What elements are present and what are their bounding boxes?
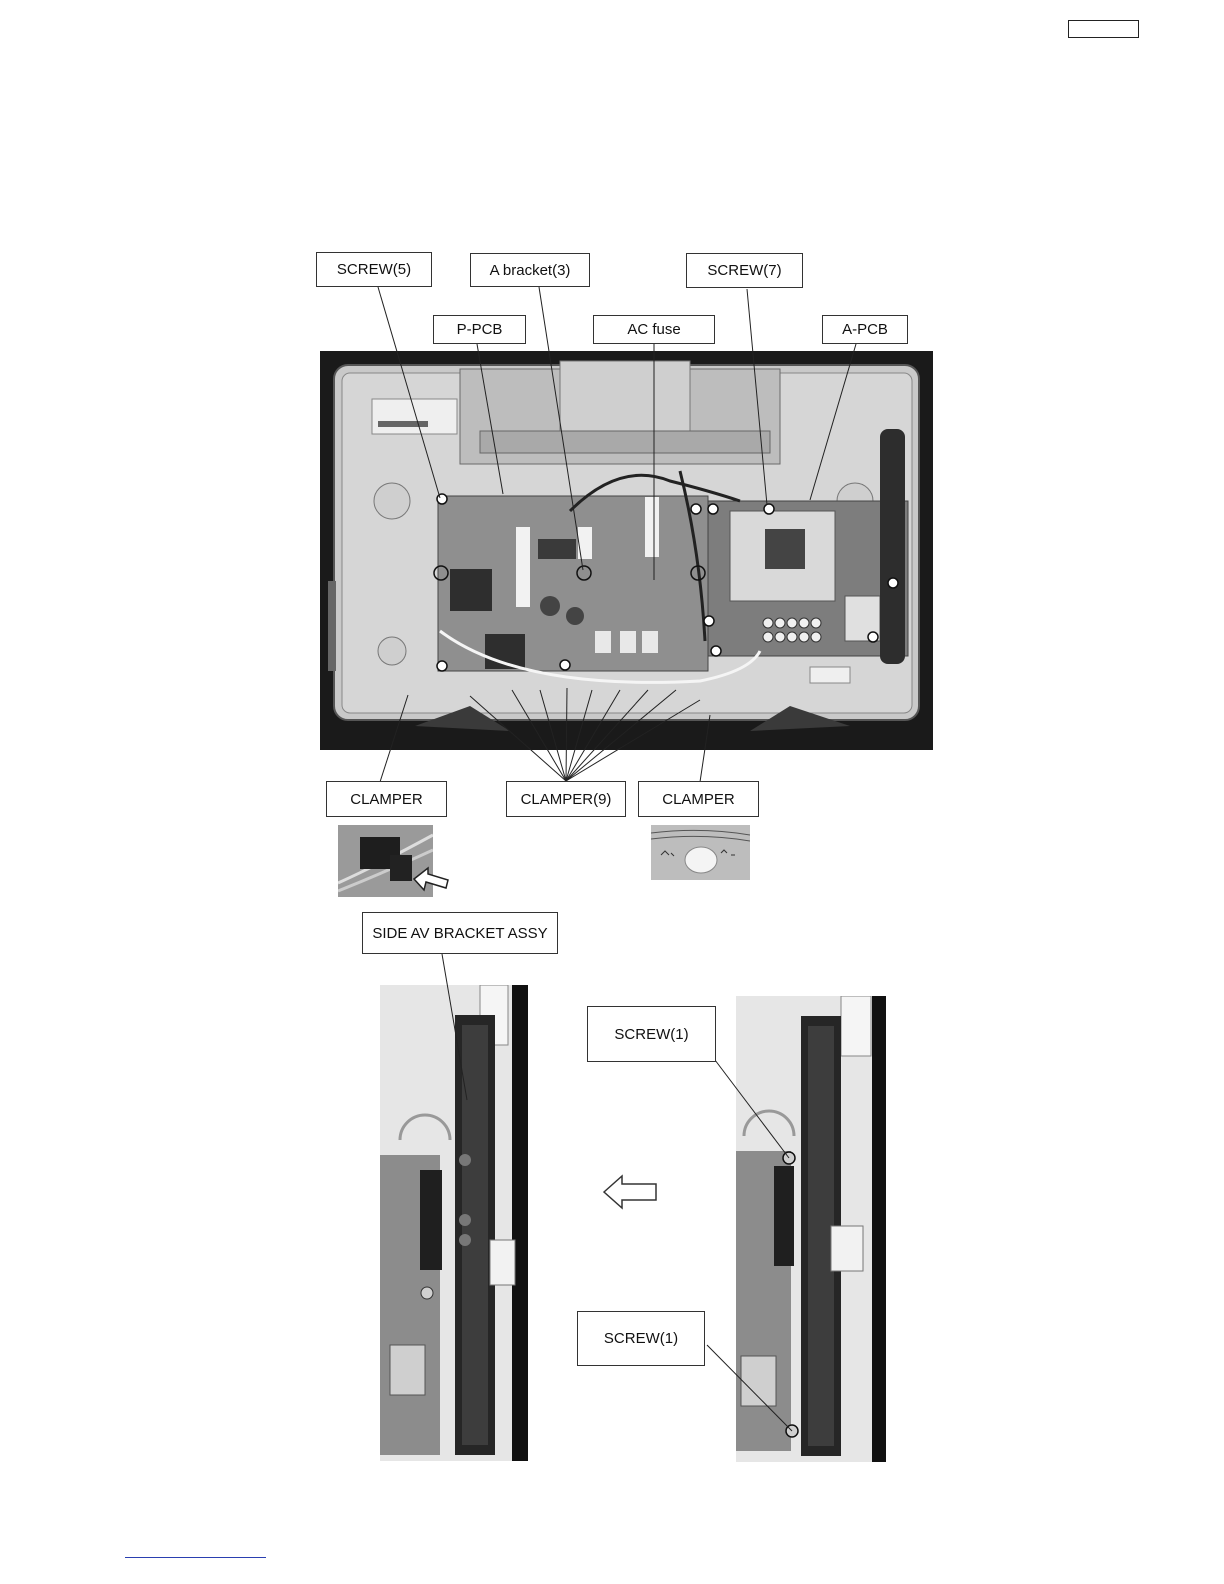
- label-clamper-left: CLAMPER: [326, 781, 447, 817]
- label-screw5: SCREW(5): [316, 252, 432, 287]
- label-a-bracket: A bracket(3): [470, 253, 590, 287]
- label-a-pcb: A-PCB: [822, 315, 908, 344]
- footer-link-line: [125, 1557, 266, 1558]
- label-screw1-top: SCREW(1): [587, 1006, 716, 1062]
- tv-rear-photo: [320, 351, 933, 750]
- side-av-after-photo: [736, 996, 886, 1462]
- label-clamper9: CLAMPER(9): [506, 781, 626, 817]
- label-side-av-bracket: SIDE AV BRACKET ASSY: [362, 912, 558, 954]
- label-screw1-bottom: SCREW(1): [577, 1311, 705, 1366]
- clamper-right-photo: [651, 825, 750, 880]
- side-av-before-photo: [380, 985, 528, 1461]
- label-clamper-right: CLAMPER: [638, 781, 759, 817]
- label-ac-fuse: AC fuse: [593, 315, 715, 344]
- label-screw7: SCREW(7): [686, 253, 803, 288]
- label-p-pcb: P-PCB: [433, 315, 526, 344]
- arrow-icon: [412, 866, 452, 892]
- page-number-box: [1068, 20, 1139, 38]
- left-arrow-icon: [602, 1174, 658, 1210]
